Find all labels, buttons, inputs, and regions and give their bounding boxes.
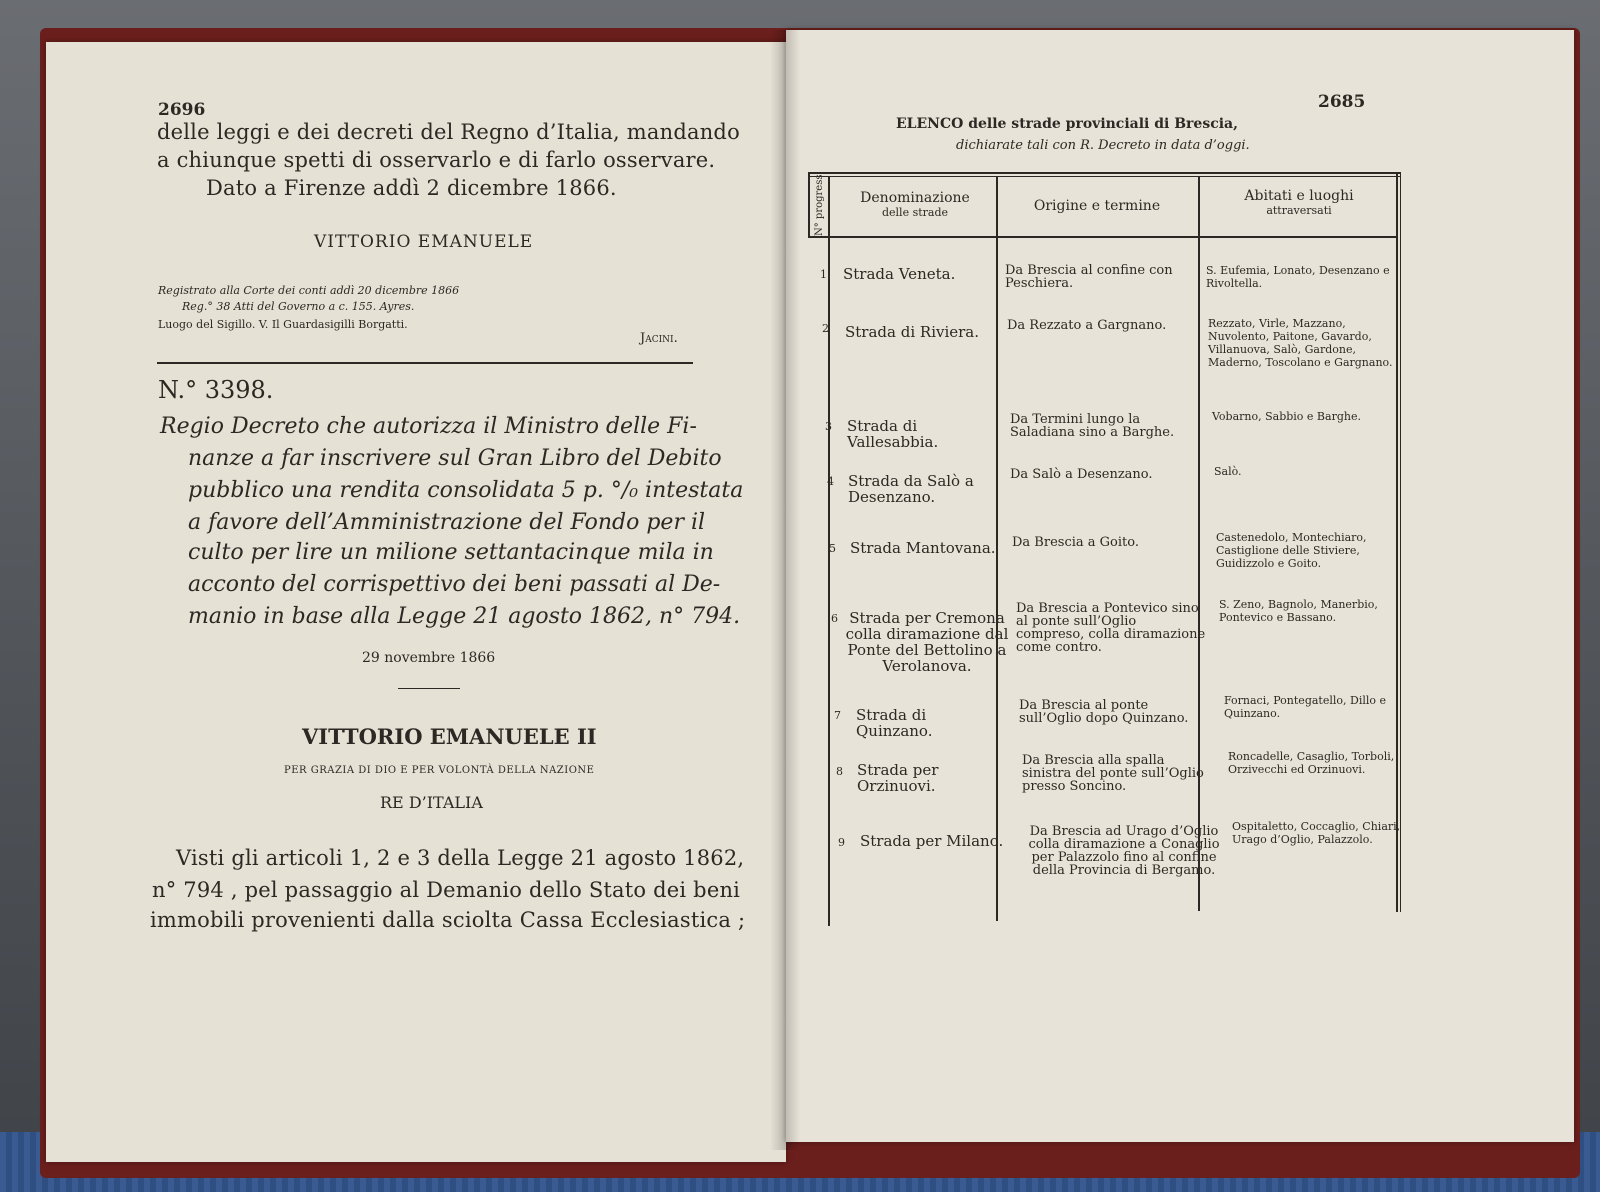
row-number: 4 xyxy=(827,475,834,488)
preamble-line-1: Visti gli articoli 1, 2 e 3 della Legge 21 agosto 1862, xyxy=(176,846,745,870)
list-title: ELENCO delle strade provinciali di Brescia, xyxy=(896,116,1239,132)
road-places: S. Eufemia, Lonato, Desenzano e Rivoltella. xyxy=(1206,264,1390,290)
decree-title-line-4: a favore dell’Amministrazione del Fondo per il xyxy=(188,510,706,535)
road-places: S. Zeno, Bagnolo, Manerbio, Pontevico e Bassano. xyxy=(1219,598,1378,624)
road-name: Strada per Milano. xyxy=(860,832,1004,850)
row-number: 7 xyxy=(834,709,841,722)
intro-line-1: delle leggi e dei decreti del Regno d’Italia, mandando xyxy=(157,120,740,144)
signature: VITTORIO EMANUELE xyxy=(314,232,534,252)
row-number: 5 xyxy=(829,542,836,555)
king-title: RE D’ITALIA xyxy=(380,793,483,812)
road-places: Castenedolo, Montechiaro, Castiglione delle Stiviere, Guidizzolo e Goito. xyxy=(1216,531,1367,570)
road-origin: Da Brescia al confine con Peschiera. xyxy=(1005,263,1173,291)
road-name: Strada da Salò a Desenzano. xyxy=(848,472,974,506)
row-number: 1 xyxy=(820,268,827,281)
intro-line-2: a chiunque spetti di osservarlo e di farlo osservare. xyxy=(157,148,716,172)
dated-line: Dato a Firenze addì 2 dicembre 1866. xyxy=(206,176,617,200)
decree-title-line-1: Regio Decreto che autorizza il Ministro delle Fi- xyxy=(160,414,697,439)
road-origin: Da Rezzato a Gargnano. xyxy=(1007,318,1167,333)
row-number: 3 xyxy=(825,420,832,433)
king-name: VITTORIO EMANUELE II xyxy=(302,724,597,749)
header-name xyxy=(850,190,980,219)
road-name: Strada Mantovana. xyxy=(850,539,996,557)
book-gutter xyxy=(770,30,800,1150)
road-origin: Da Salò a Desenzano. xyxy=(1010,467,1153,482)
header-places-sub: attraversati xyxy=(1266,204,1332,217)
preamble-line-2: n° 794 , pel passaggio al Demanio dello Stato dei beni xyxy=(152,878,741,902)
row-number: 9 xyxy=(838,836,845,849)
header-name-main: Denominazione xyxy=(860,190,970,206)
road-name: Strada di Riviera. xyxy=(845,323,980,341)
decree-title-line-3: pubblico una rendita consolidata 5 p. °/₀ intestata xyxy=(188,478,744,503)
road-name: Strada di Vallesabbia. xyxy=(847,417,939,451)
registration-line-1: Registrato alla Corte dei conti addì 20 dicembre 1866 xyxy=(158,284,460,297)
road-origin: Da Brescia al ponte sull’Oglio dopo Quinzano. xyxy=(1019,698,1189,726)
short-rule xyxy=(398,688,460,689)
list-subtitle: dichiarate tali con R. Decreto in data d’oggi. xyxy=(956,138,1250,153)
road-places: Salò. xyxy=(1214,465,1242,478)
countersign: Jacini. xyxy=(640,331,678,346)
row-number: 6 xyxy=(831,612,838,625)
decree-title-line-2: nanze a far inscrivere sul Gran Libro del Debito xyxy=(188,446,722,471)
header-name-sub: delle strade xyxy=(881,206,949,219)
preamble-line-3: immobili provenienti dalla sciolta Cassa Ecclesiastica ; xyxy=(150,908,746,932)
header-places xyxy=(1214,188,1384,217)
king-grace: PER GRAZIA DI DIO E PER VOLONTÀ DELLA NAZIONE xyxy=(284,765,595,776)
left-page-number: 2696 xyxy=(158,100,206,120)
road-name: Strada per Orzinuovi. xyxy=(857,761,939,795)
road-origin: Da Termini lungo la Saladiana sino a Barghe. xyxy=(1010,412,1175,440)
road-places: Roncadelle, Casaglio, Torboli, Orzivecchi ed Orzinuovi. xyxy=(1228,750,1395,776)
decree-date: 29 novembre 1866 xyxy=(362,650,496,666)
registration-line-2: Reg.° 38 Atti del Governo a c. 155. Ayres. xyxy=(182,300,415,313)
road-origin: Da Brescia alla spalla sinistra del ponte sull’Oglio presso Soncino. xyxy=(1022,753,1204,794)
road-places: Ospitaletto, Coccaglio, Chiari, Urago d’Oglio, Palazzolo. xyxy=(1232,820,1401,846)
road-places: Rezzato, Virle, Mazzano, Nuvolento, Paitone, Gavardo, Villanuova, Salò, Gardone, Maderno, Toscolano e Gargnano. xyxy=(1208,317,1393,369)
road-name: Strada per Cremona colla diramazione dal Ponte del Bettolino a Verolanova. xyxy=(845,609,1009,675)
decree-title-line-7: manio in base alla Legge 21 agosto 1862, n° 794. xyxy=(188,604,741,629)
row-number: 8 xyxy=(836,765,843,778)
decree-title-line-5: culto per lire un milione settantacinque mila in xyxy=(188,540,714,565)
section-rule xyxy=(157,362,693,364)
decree-title-line-6: acconto del corrispettivo dei beni passati al De- xyxy=(188,572,721,597)
road-places: Vobarno, Sabbio e Barghe. xyxy=(1212,410,1361,423)
seal-line: Luogo del Sigillo. V. Il Guardasigilli Borgatti. xyxy=(158,318,408,331)
road-origin: Da Brescia a Pontevico sino al ponte sull’Oglio compreso, colla diramazione come contro. xyxy=(1016,601,1206,655)
col-rule-3 xyxy=(1198,176,1200,911)
road-name: Strada di Quinzano. xyxy=(856,706,933,740)
table-top-rule-2 xyxy=(808,176,1400,177)
right-page-number: 2685 xyxy=(1318,92,1366,112)
left-page xyxy=(46,42,786,1162)
table-left-rule xyxy=(808,172,810,236)
header-origin: Origine e termine xyxy=(1033,198,1161,214)
road-places: Fornaci, Pontegatello, Dillo e Quinzano. xyxy=(1224,694,1387,720)
header-places-main: Abitati e luoghi xyxy=(1244,188,1354,204)
header-progress: N° progress. xyxy=(814,171,825,236)
row-number: 2 xyxy=(822,322,829,335)
road-origin: Da Brescia a Goito. xyxy=(1012,535,1139,550)
road-origin: Da Brescia ad Urago d’Oglio colla diramazione a Conaglio per Palazzolo fino al confine della Provincia di Bergamo. xyxy=(1028,824,1220,878)
table-header-rule xyxy=(808,236,1396,238)
decree-number: N.° 3398. xyxy=(158,376,274,404)
road-name: Strada Veneta. xyxy=(843,265,956,283)
table-top-rule xyxy=(808,172,1400,174)
